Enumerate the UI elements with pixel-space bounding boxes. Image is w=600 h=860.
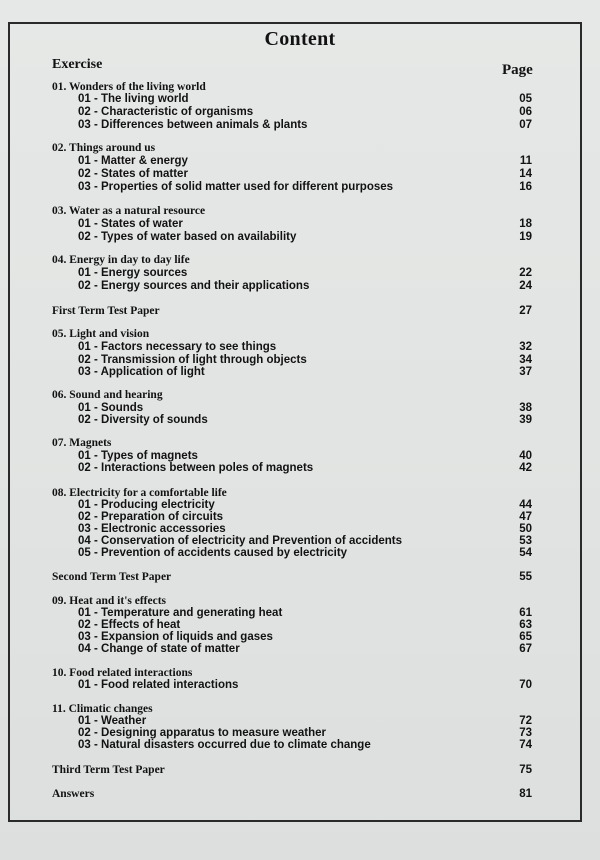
list-item — [0, 154, 600, 168]
entry-title: 02 - Diversity of sounds — [78, 414, 208, 426]
entry-page-number: 18 — [519, 218, 532, 230]
entry-title: 01 - Food related interactions — [78, 679, 239, 691]
entry-title: 01 - States of water — [78, 218, 183, 230]
entry-page-number: 38 — [519, 402, 532, 414]
entry-title: 07. Magnets — [52, 437, 112, 449]
entry-title: 02 - Effects of heat — [78, 619, 181, 631]
chapter-heading — [0, 327, 600, 341]
chapter-heading — [0, 388, 600, 402]
entry-page-number: 65 — [519, 631, 532, 643]
entry-title: 10. Food related interactions — [52, 667, 193, 679]
entry-page-number: 27 — [519, 305, 532, 317]
list-item — [0, 413, 600, 427]
entry-page-number: 24 — [519, 280, 532, 292]
list-item — [0, 230, 600, 244]
list-item — [0, 340, 600, 354]
entry-title: 06. Sound and hearing — [52, 389, 163, 401]
list-item — [0, 279, 600, 293]
exercise-column-header: Exercise — [52, 57, 103, 72]
entry-title: 01 - The living world — [78, 93, 189, 105]
entry-title: 02. Things around us — [52, 142, 156, 154]
entry-title: 02 - Energy sources and their applications — [78, 280, 310, 292]
entry-page-number: 72 — [519, 715, 532, 727]
page-title: Content — [264, 28, 336, 50]
list-item — [0, 105, 600, 119]
entry-page-number: 47 — [519, 511, 532, 523]
term-entry — [0, 304, 600, 318]
term-entry — [0, 570, 600, 584]
list-item — [0, 678, 600, 692]
list-item — [0, 546, 600, 560]
entry-page-number: 54 — [519, 547, 532, 559]
entry-title: 02 - Transmission of light through objects — [78, 354, 307, 366]
entry-title: 03 - Properties of solid matter used for different purposes — [78, 181, 394, 193]
entry-title: 02 - States of matter — [78, 168, 188, 180]
entry-title: 01 - Weather — [78, 715, 147, 727]
entry-title: 02 - Characteristic of organisms — [78, 106, 254, 118]
chapter-heading — [0, 204, 600, 218]
entry-page-number: 07 — [519, 119, 532, 131]
entry-page-number: 22 — [519, 267, 532, 279]
entry-page-number: 19 — [519, 231, 532, 243]
entry-title: 04 - Conservation of electricity and Prevention of accidents — [78, 535, 403, 547]
entry-page-number: 42 — [519, 462, 532, 474]
entry-page-number: 44 — [519, 499, 532, 511]
entry-title: Answers — [52, 788, 95, 800]
entry-page-number: 40 — [519, 450, 532, 462]
list-item — [0, 217, 600, 231]
entry-page-number: 67 — [519, 643, 532, 655]
entry-page-number: 50 — [519, 523, 532, 535]
page-column-header: Page — [502, 62, 533, 78]
chapter-heading — [0, 141, 600, 155]
entry-page-number: 55 — [519, 571, 532, 583]
entry-page-number: 05 — [519, 93, 532, 105]
list-item — [0, 180, 600, 194]
term-entry — [0, 787, 600, 801]
term-entry — [0, 763, 600, 777]
entry-title: 01 - Sounds — [78, 402, 144, 414]
entry-title: 01 - Temperature and generating heat — [78, 607, 283, 619]
entry-page-number: 14 — [519, 168, 532, 180]
entry-title: 09. Heat and it's effects — [52, 595, 167, 607]
entry-title: 01. Wonders of the living world — [52, 81, 206, 93]
list-item — [0, 92, 600, 106]
list-item — [0, 461, 600, 475]
entry-title: 03 - Application of light — [78, 366, 205, 378]
entry-title: 03. Water as a natural resource — [52, 205, 206, 217]
entry-title: 03 - Electronic accessories — [78, 523, 226, 535]
entry-page-number: 53 — [519, 535, 532, 547]
entry-title: 08. Electricity for a comfortable life — [52, 487, 227, 499]
entry-page-number: 11 — [519, 155, 532, 167]
entry-title: 03 - Natural disasters occurred due to climate change — [78, 739, 371, 751]
entry-page-number: 32 — [519, 341, 532, 353]
entry-page-number: 37 — [519, 366, 532, 378]
entry-page-number: 73 — [519, 727, 532, 739]
entry-title: 04. Energy in day to day life — [52, 254, 190, 266]
chapter-heading — [0, 436, 600, 450]
entry-page-number: 16 — [519, 181, 532, 193]
entry-title: 05. Light and vision — [52, 328, 150, 340]
list-item — [0, 118, 600, 132]
entry-page-number: 39 — [519, 414, 532, 426]
entry-title: 04 - Change of state of matter — [78, 643, 240, 655]
entry-title: 01 - Factors necessary to see things — [78, 341, 277, 353]
entry-title: 01 - Energy sources — [78, 267, 188, 279]
entry-title: 05 - Prevention of accidents caused by electricity — [78, 547, 348, 559]
entry-title: 03 - Expansion of liquids and gases — [78, 631, 273, 643]
entry-title: Second Term Test Paper — [52, 571, 172, 583]
entry-title: 02 - Interactions between poles of magnets — [78, 462, 314, 474]
entry-page-number: 06 — [519, 106, 532, 118]
chapter-heading — [0, 253, 600, 267]
entry-title: Third Term Test Paper — [52, 764, 165, 776]
entry-page-number: 74 — [519, 739, 532, 751]
entry-title: 02 - Preparation of circuits — [78, 511, 224, 523]
entry-title: 02 - Types of water based on availability — [78, 231, 297, 243]
entry-title: 03 - Differences between animals & plants — [78, 119, 308, 131]
entry-page-number: 75 — [519, 764, 532, 776]
entry-page-number: 70 — [519, 679, 532, 691]
list-item — [0, 365, 600, 379]
list-item — [0, 266, 600, 280]
entry-title: 02 - Designing apparatus to measure weather — [78, 727, 326, 739]
entry-page-number: 63 — [519, 619, 532, 631]
list-item — [0, 642, 600, 656]
entry-title: 11. Climatic changes — [52, 703, 153, 715]
entry-title: 01 - Producing electricity — [78, 499, 215, 511]
list-item — [0, 167, 600, 181]
entry-page-number: 81 — [519, 788, 532, 800]
entry-page-number: 34 — [519, 354, 532, 366]
list-item — [0, 738, 600, 752]
entry-title: First Term Test Paper — [52, 305, 160, 317]
entry-title: 01 - Matter & energy — [78, 155, 188, 167]
entry-title: 01 - Types of magnets — [78, 450, 198, 462]
entry-page-number: 61 — [519, 607, 532, 619]
